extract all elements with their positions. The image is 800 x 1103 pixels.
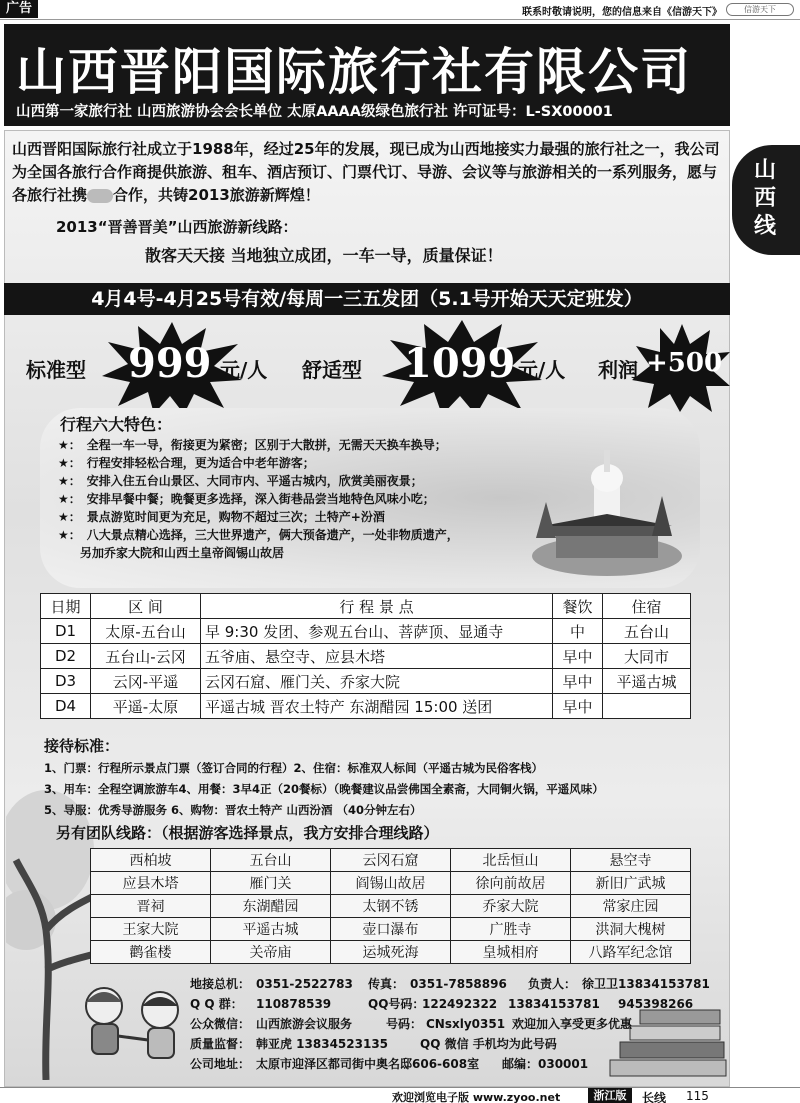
- qq-number-1: 122492322: [422, 997, 498, 1011]
- wechat-note: 欢迎加入享受更多优惠: [512, 1017, 633, 1031]
- star-icon: ★：: [58, 438, 81, 452]
- kids-illustration: [68, 980, 198, 1080]
- footer-edition-badge: 浙江版: [588, 1088, 632, 1103]
- itinerary-row: D1 太原-五台山 早 9:30 发团、参观五台山、菩萨顶、显通寺 中 五台山: [41, 619, 691, 644]
- handshake-icon: [87, 189, 113, 203]
- region-label: 山西线: [753, 158, 776, 239]
- intro-text-after: 合作，共铸2013旅游新辉煌！: [113, 186, 320, 204]
- qq-wechat-note: QQ 微信 手机均为此号码: [420, 1037, 557, 1051]
- scenic-row: 西柏坡 五台山 云冈石窟 北岳恒山 悬空寺: [91, 849, 691, 872]
- qq-group: 110878539: [256, 997, 332, 1011]
- company-name: 山西晋阳国际旅行社有限公司: [16, 42, 692, 101]
- scenic-row: 晋祠 东湖醋园 太钢不锈 乔家大院 常家庄园: [91, 895, 691, 918]
- price-row: [20, 320, 730, 415]
- company-subtitle: 山西第一家旅行社 山西旅游协会会长单位 太原AAAA级绿色旅行社 许可证号：L-SX00001: [16, 104, 613, 120]
- itinerary-row: D4 平遥-太原 平遥古城 晋农土特产 东湖醋园 15:00 送团 早中: [41, 694, 691, 719]
- footer-section: 长线: [642, 1091, 667, 1103]
- feature-item: ★： 景点游览时间更为充足，购物不超过三次；土特产+汾酒: [58, 510, 385, 524]
- postcode: 030001: [538, 1057, 589, 1071]
- top-bar: [0, 0, 800, 20]
- reception-list: [44, 758, 604, 821]
- comfort-unit: 元/人: [518, 358, 566, 382]
- scenic-spots-grid: [90, 848, 691, 964]
- col-date: 日期: [41, 594, 91, 619]
- footer-welcome: 欢迎浏览电子版 www.zyoo.net: [392, 1091, 561, 1103]
- comfort-price: 1099: [404, 340, 516, 387]
- itinerary-row: D3 云冈-平遥 云冈石窟、雁门关、乔家大院 早中 平遥古城: [41, 669, 691, 694]
- temple-pagoda-illustration: [532, 436, 682, 576]
- qq-number-2: 13834153781: [508, 997, 600, 1011]
- itinerary-row: D2 五台山-云冈 五爷庙、悬空寺、应县木塔 早中 大同市: [41, 644, 691, 669]
- route-title: 2013“晋善晋美”山西旅游新线路：: [56, 218, 298, 236]
- col-lodging: 住宿: [603, 594, 691, 619]
- star-icon: ★：: [58, 456, 81, 470]
- company-address: 太原市迎泽区都司街中奥名邸606-608室: [256, 1057, 480, 1071]
- reception-title: 接待标准：: [44, 737, 120, 755]
- feature-extra: 另加乔家大院和山西土皇帝阎锡山故居: [80, 546, 285, 560]
- intro-text-before: 山西晋阳国际旅行社成立于1988年，经过25年的发展，现已成为山西地接实力最强的旅行社之一，我公司为全国各旅行合作商提供旅游、租车、酒店预订、门票代订、导游、会议等与旅游相关的一系列服务，愿与各旅行社携: [12, 140, 720, 204]
- standard-price: 999: [128, 340, 212, 387]
- features-panel: [40, 408, 700, 588]
- standard-label: 标准型: [26, 358, 86, 382]
- itinerary-header-row: [41, 594, 691, 619]
- reception-line: 5、导服：优秀导游服务 6、购物：晋农土特产 山西汾酒 （40分钟左右）: [44, 803, 422, 817]
- scenic-row: 鹳雀楼 关帝庙 运城死海 皇城相府 八路军纪念馆: [91, 941, 691, 964]
- source-notice: 联系时敬请说明，您的信息来自《信游天下》: [522, 7, 722, 18]
- validity-dates-bar: 4月4号-4月25号有效/每周一三五发团（5.1号开始天天定班发）: [4, 283, 730, 315]
- publisher-logo: 信游天下: [726, 3, 794, 16]
- other-routes-title: 另有团队线路：（根据游客选择景点，我方安排合理线路）: [56, 824, 439, 842]
- reception-line: 3、用车：全程空调旅游车4、用餐：3早4正（20餐标）（晚餐建议品尝佛国全素斋，大同铜火锅，平遥风味）: [44, 782, 604, 796]
- itinerary-table: [40, 593, 691, 719]
- comfort-label: 舒适型: [302, 358, 362, 382]
- col-route: 区 间: [91, 594, 201, 619]
- scenic-row: 王家大院 平遥古城 壶口瀑布 广胜寺 洪洞大槐树: [91, 918, 691, 941]
- features-title: 行程六大特色：: [60, 415, 173, 434]
- star-icon: ★：: [58, 528, 81, 542]
- standard-unit: 元/人: [220, 358, 268, 382]
- scenic-row: 应县木塔 雁门关 阎锡山故居 徐向前故居 新旧广武城: [91, 872, 691, 895]
- region-side-tab: [732, 145, 800, 255]
- feature-list: [58, 436, 459, 562]
- star-icon: ★：: [58, 510, 81, 524]
- feature-item: ★： 行程安排轻松合理，更为适合中老年游客；: [58, 456, 315, 470]
- wechat-id: CNsxly0351: [426, 1017, 506, 1031]
- feature-item: ★： 安排早餐中餐；晚餐更多选择，深入街巷品尝当地特色风味小吃；: [58, 492, 435, 506]
- hq-phone: 0351-2522783: [256, 977, 353, 991]
- feature-item: ★： 安排入住五台山景区、大同市内、平遥古城内，欣赏美丽夜景；: [58, 474, 423, 488]
- quality-supervisor: 韩亚虎 13834523135: [256, 1037, 389, 1051]
- company-header: [4, 24, 730, 126]
- qq-number-3: 945398266: [618, 997, 694, 1011]
- feature-item: ★： 全程一车一导，衔接更为紧密；区别于大散拼，无需天天换车换导；: [58, 438, 447, 452]
- wechat-account: 山西旅游会议服务: [256, 1017, 353, 1031]
- col-meals: 餐饮: [553, 594, 603, 619]
- star-icon: ★：: [58, 492, 81, 506]
- manager: 徐卫卫13834153781: [582, 977, 710, 991]
- col-attractions: 行 程 景 点: [201, 594, 553, 619]
- profit-value: +500: [646, 348, 723, 378]
- fax-number: 0351-7858896: [410, 977, 507, 991]
- page-number: 115: [686, 1089, 709, 1103]
- ad-tag: 广告: [0, 0, 38, 18]
- page-footer: [0, 1087, 800, 1103]
- company-intro: [12, 138, 722, 207]
- feature-item: ★： 八大景点精心选择，三大世界遗产，俩大预备遗产，一处非物质遗产，: [58, 528, 459, 542]
- reception-line: 1、门票：行程所示景点门票（签订合同的行程）2、住宿：标准双人标间（平遥古城为民俗客栈）: [44, 761, 543, 775]
- star-icon: ★：: [58, 474, 81, 488]
- profit-label: 利润: [598, 358, 638, 382]
- route-slogan: 散客天天接 当地独立成团，一车一导，质量保证！: [145, 246, 503, 265]
